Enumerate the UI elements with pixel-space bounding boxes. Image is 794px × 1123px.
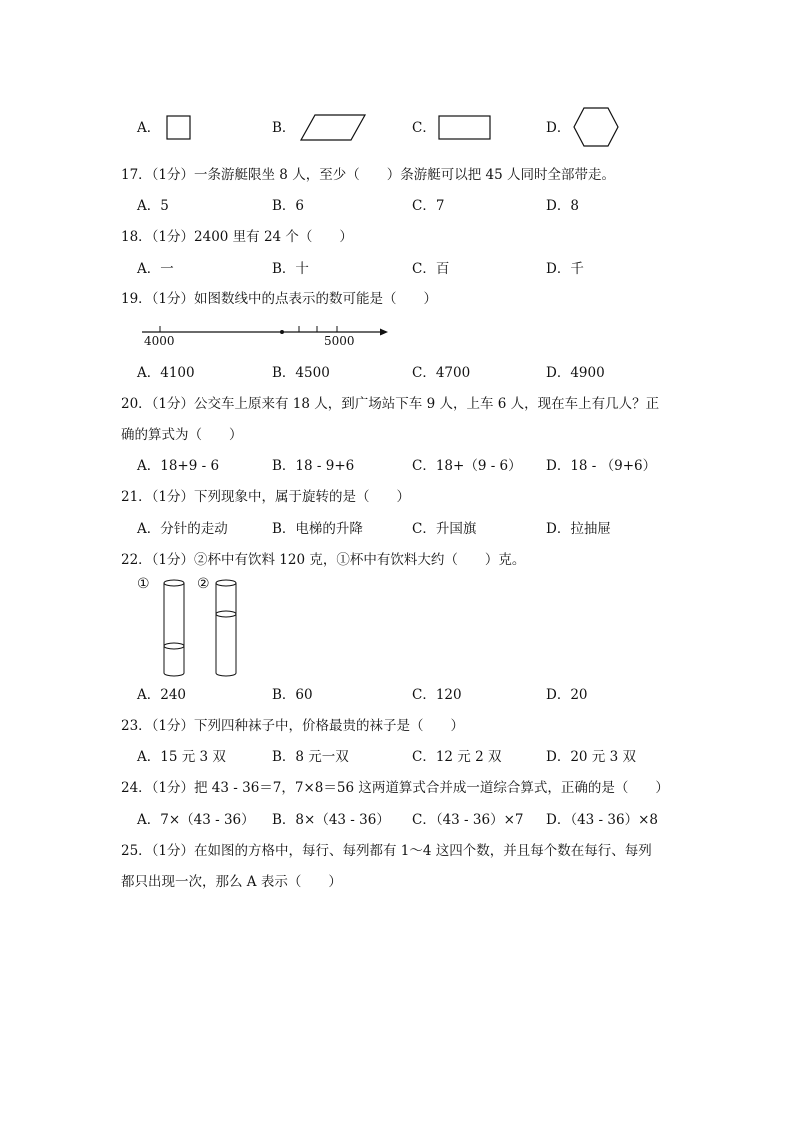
q18-question: 18．（1分）2400 里有 24 个（ ） (121, 229, 353, 245)
q18-option-b[interactable]: B．十 (272, 261, 309, 277)
cup-1 (164, 580, 184, 676)
q20-option-d[interactable]: D．18 - （9+6） (546, 458, 657, 474)
square-icon (166, 115, 192, 141)
cup-2-label: ② (197, 576, 210, 592)
cup-1-label: ① (137, 576, 150, 592)
q21-question: 21．（1分）下列现象中，属于旋转的是（ ） (121, 489, 411, 505)
q24-option-b[interactable]: B．8×（43 - 36） (272, 812, 390, 828)
q16-option-b-label: B． (272, 120, 296, 136)
q23-option-b[interactable]: B．8 元一双 (272, 749, 349, 765)
cup-1-liquid-level (164, 643, 184, 649)
q22-option-b[interactable]: B．60 (272, 687, 313, 703)
q23-option-a[interactable]: A．15 元 3 双 (137, 749, 226, 765)
q20-option-a[interactable]: A．18+9 - 6 (137, 458, 220, 474)
q18-option-c[interactable]: C．百 (412, 261, 450, 277)
q23-question: 23．（1分）下列四种袜子中，价格最贵的袜子是（ ） (121, 718, 465, 734)
q18-option-a[interactable]: A．一 (137, 261, 174, 277)
q24-question: 24．（1分）把 43 - 36＝7，7×8＝56 这两道算式合并成一道综合算式，正确的是（ ） (121, 780, 669, 796)
q17-question: 17．（1分）一条游艇限坐 8 人，至少（ ）条游艇可以把 45 人同时全部带走。 (121, 167, 615, 183)
q25-question-line1: 25．（1分）在如图的方格中，每行、每列都有 1～4 这四个数，并且每个数在每行、每列 (121, 843, 652, 859)
q21-option-c[interactable]: C．升国旗 (412, 521, 477, 537)
q23-option-c[interactable]: C．12 元 2 双 (412, 749, 502, 765)
q22-option-d[interactable]: D．20 (546, 687, 588, 703)
cup-2 (216, 580, 236, 676)
q16-option-d-label: D． (546, 120, 571, 136)
q24-option-d[interactable]: D．（43 - 36）×8 (546, 812, 658, 828)
q21-option-a[interactable]: A．分针的走动 (137, 521, 228, 537)
q19-option-c[interactable]: C．4700 (412, 365, 471, 381)
q16-option-c-label: C． (412, 120, 436, 136)
cups-figure (134, 572, 246, 682)
q22-question: 22．（1分）②杯中有饮料 120 克，①杯中有饮料大约（ ）克。 (121, 552, 526, 568)
parallelogram-icon (299, 114, 367, 142)
q20-question-line2: 确的算式为（ ） (121, 427, 243, 443)
q16-option-a-label: A． (137, 120, 161, 136)
q20-question-line1: 20．（1分）公交车上原来有 18 人，到广场站下车 9 人，上车 6 人，现在车上有几人？正 (121, 396, 660, 412)
q21-option-b[interactable]: B．电梯的升降 (272, 521, 363, 537)
rectangle-icon (438, 115, 492, 141)
number-line-arrow-icon (380, 329, 388, 336)
q25-question-line2: 都只出现一次，那么 A 表示（ ） (121, 874, 342, 890)
q24-option-a[interactable]: A．7×（43 - 36） (137, 812, 255, 828)
q22-option-a[interactable]: A．240 (137, 687, 187, 703)
q20-option-b[interactable]: B．18 - 9+6 (272, 458, 355, 474)
number-line-point (280, 330, 284, 334)
q22-option-c[interactable]: C．120 (412, 687, 462, 703)
hexagon-icon (572, 106, 620, 148)
q19-question: 19．（1分）如图数线中的点表示的数可能是（ ） (121, 291, 438, 307)
q17-option-d[interactable]: D．8 (546, 198, 579, 214)
number-line-figure (136, 320, 396, 350)
q17-option-b[interactable]: B．6 (272, 198, 305, 214)
q17-option-a[interactable]: A．5 (137, 198, 169, 214)
q19-option-a[interactable]: A．4100 (137, 365, 195, 381)
q21-option-d[interactable]: D．拉抽屉 (546, 521, 611, 537)
label-5000: 5000 (324, 334, 355, 348)
cup-2-liquid-level (216, 611, 236, 617)
q24-option-c[interactable]: C．（43 - 36）×7 (412, 812, 524, 828)
q17-option-c[interactable]: C．7 (412, 198, 445, 214)
q20-option-c[interactable]: C．18+（9 - 6） (412, 458, 522, 474)
q19-option-d[interactable]: D．4900 (546, 365, 605, 381)
q23-option-d[interactable]: D．20 元 3 双 (546, 749, 636, 765)
q18-option-d[interactable]: D．千 (546, 261, 584, 277)
label-4000: 4000 (144, 334, 175, 348)
q19-option-b[interactable]: B．4500 (272, 365, 330, 381)
